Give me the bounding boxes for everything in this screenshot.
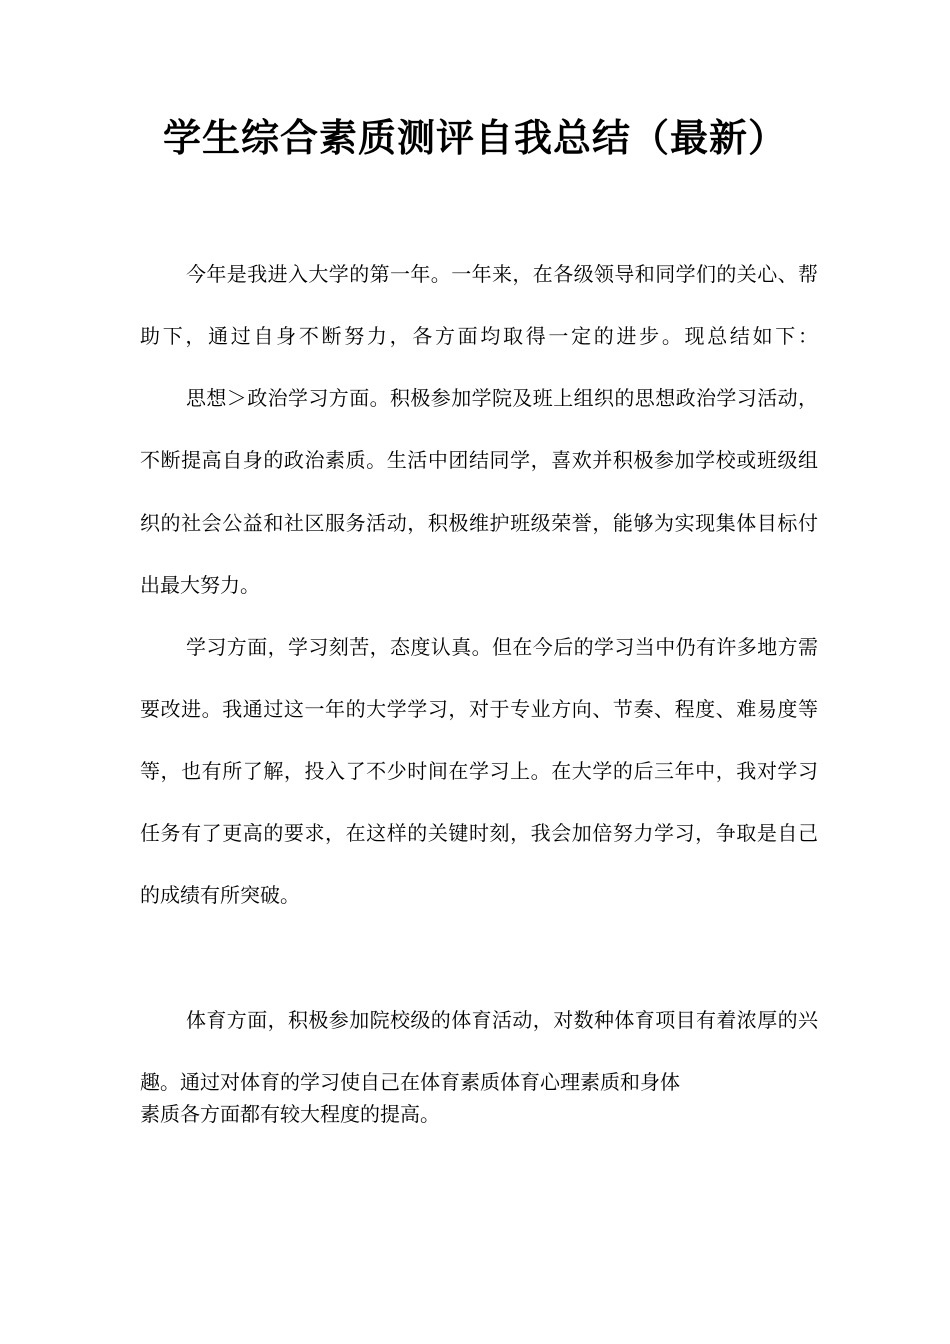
paragraph-line: 的成绩有所突破。 [140, 883, 300, 907]
paragraph-line: 等，也有所了解，投入了不少时间在学习上。在大学的后三年中，我对学习 [140, 759, 818, 783]
paragraph-line: 学习方面，学习刻苦，态度认真。但在今后的学习当中仍有许多地方需 [186, 635, 818, 659]
paragraph-line: 今年是我进入大学的第一年。一年来，在各级领导和同学们的关心、帮 [186, 262, 818, 286]
paragraph-line: 体育方面，积极参加院校级的体育活动，对数种体育项目有着浓厚的兴 [186, 1008, 818, 1032]
paragraph-line: 趣。通过对体育的学习使自己在体育素质体育心理素质和身体 [140, 1070, 680, 1094]
paragraph-line: 要改进。我通过这一年的大学学习，对于专业方向、节奏、程度、难易度等 [140, 697, 818, 721]
paragraph-line: 思想＞政治学习方面。积极参加学院及班上组织的思想政治学习活动， [186, 386, 818, 410]
paragraph-line: 助下，通过自身不断努力，各方面均取得一定的进步。现总结如下： [140, 324, 818, 348]
paragraph-line: 素质各方面都有较大程度的提高。 [140, 1102, 440, 1126]
paragraph-line: 任务有了更高的要求，在这样的关键时刻，我会加倍努力学习，争取是自己 [140, 821, 818, 845]
paragraph-line: 出最大努力。 [140, 573, 260, 597]
document-title: 学生综合素质测评自我总结（最新） [162, 116, 787, 160]
paragraph-line: 不断提高自身的政治素质。生活中团结同学，喜欢并积极参加学校或班级组 [140, 448, 818, 472]
paragraph-line: 织的社会公益和社区服务活动，积极维护班级荣誉，能够为实现集体目标付 [140, 511, 818, 535]
